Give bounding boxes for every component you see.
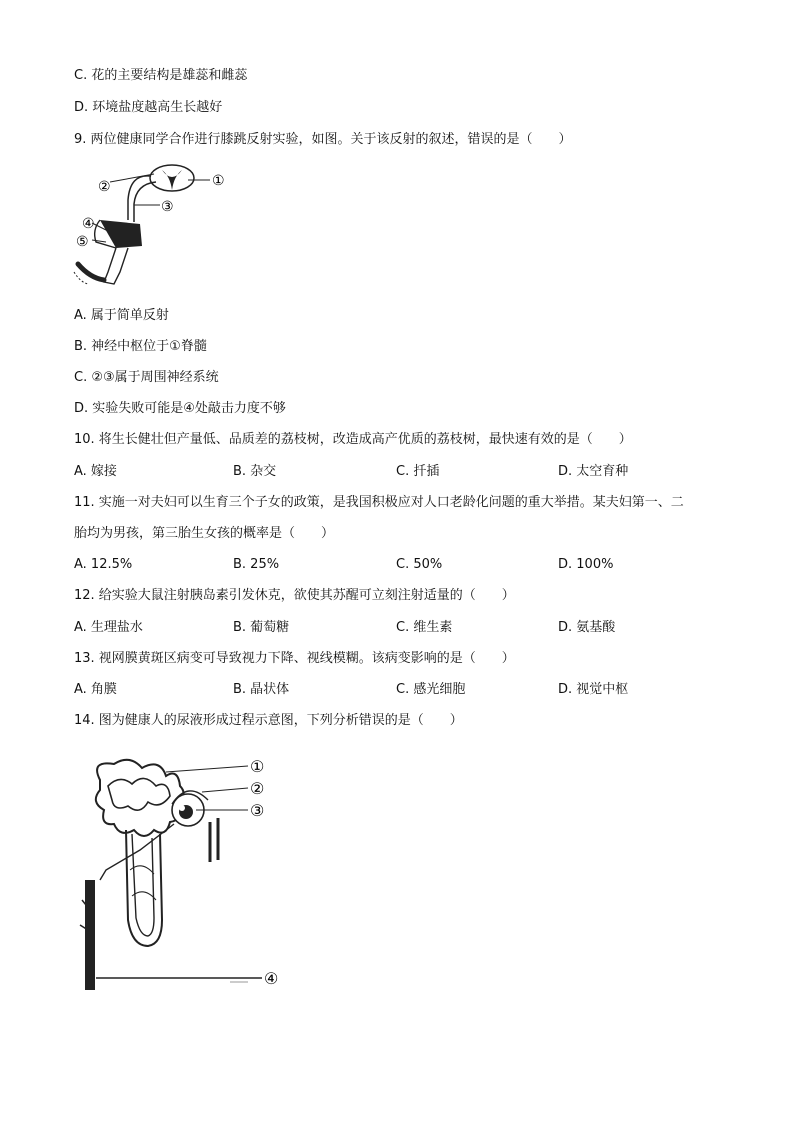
q9-figure-label-3: ③ xyxy=(161,199,174,215)
q10-option-d: D. 太空育种 xyxy=(558,464,629,479)
q8-option-d: D. 环境盐度越高生长越好 xyxy=(74,100,223,115)
q14-stem: 14. 图为健康人的尿液形成过程示意图，下列分析错误的是（ ） xyxy=(74,713,463,728)
q10-option-a: A. 嫁接 xyxy=(74,464,117,479)
q12-options xyxy=(74,619,714,637)
q11-option-c: C. 50% xyxy=(396,557,443,572)
q11-stem-line2: 胎均为男孩，第三胎生女孩的概率是（ ） xyxy=(74,526,335,541)
q14-figure-label-4: ④ xyxy=(264,969,279,988)
q9-figure-label-2: ② xyxy=(98,179,111,195)
q9-option-a: A. 属于简单反射 xyxy=(74,308,169,323)
q11-options xyxy=(74,556,714,574)
q13-option-c: C. 感光细胞 xyxy=(396,682,466,697)
q13-option-d: D. 视觉中枢 xyxy=(558,682,629,697)
q13-options xyxy=(74,681,714,699)
q12-option-c: C. 维生素 xyxy=(396,620,453,635)
nephron-figure xyxy=(70,750,290,1000)
q14-figure-label-3: ③ xyxy=(250,801,265,820)
q10-stem: 10. 将生长健壮但产量低、品质差的荔枝树，改造成高产优质的荔枝树，最快速有效的是（ ） xyxy=(74,432,632,447)
q13-stem: 13. 视网膜黄斑区病变可导致视力下降、视线模糊。该病变影响的是（ ） xyxy=(74,651,515,666)
q10-options xyxy=(74,463,714,481)
q11-option-a: A. 12.5% xyxy=(74,557,133,572)
q13-option-a: A. 角膜 xyxy=(74,682,117,697)
q11-option-d: D. 100% xyxy=(558,557,614,572)
q13-option-b: B. 晶状体 xyxy=(233,682,290,697)
q11-option-b: B. 25% xyxy=(233,557,280,572)
q12-stem: 12. 给实验大鼠注射胰岛素引发休克，欲使其苏醒可立刻注射适量的（ ） xyxy=(74,588,515,603)
q9-figure-label-1: ① xyxy=(212,173,225,189)
q9-figure-label-4: ④ xyxy=(82,216,95,232)
q11-stem-line1: 11. 实施一对夫妇可以生育三个子女的政策，是我国积极应对人口老龄化问题的重大举措。某夫妇第一、二 xyxy=(74,495,684,510)
q14-figure-label-1: ① xyxy=(250,757,265,776)
q9-stem: 9. 两位健康同学合作进行膝跳反射实验，如图。关于该反射的叙述，错误的是（ ） xyxy=(74,132,572,147)
q14-figure-label-2: ② xyxy=(250,779,265,798)
q9-option-b: B. 神经中枢位于①脊髓 xyxy=(74,339,207,354)
q9-option-d: D. 实验失败可能是④处敲击力度不够 xyxy=(74,401,286,416)
q12-option-a: A. 生理盐水 xyxy=(74,620,143,635)
q8-option-c: C. 花的主要结构是雄蕊和雌蕊 xyxy=(74,68,248,83)
q10-option-c: C. 扦插 xyxy=(396,464,440,479)
knee-jerk-reflex-figure xyxy=(70,160,240,295)
q9-figure-label-5: ⑤ xyxy=(76,234,89,250)
q12-option-b: B. 葡萄糖 xyxy=(233,620,290,635)
q10-option-b: B. 杂交 xyxy=(233,464,277,479)
q9-option-c: C. ②③属于周围神经系统 xyxy=(74,370,219,385)
q12-option-d: D. 氨基酸 xyxy=(558,620,616,635)
